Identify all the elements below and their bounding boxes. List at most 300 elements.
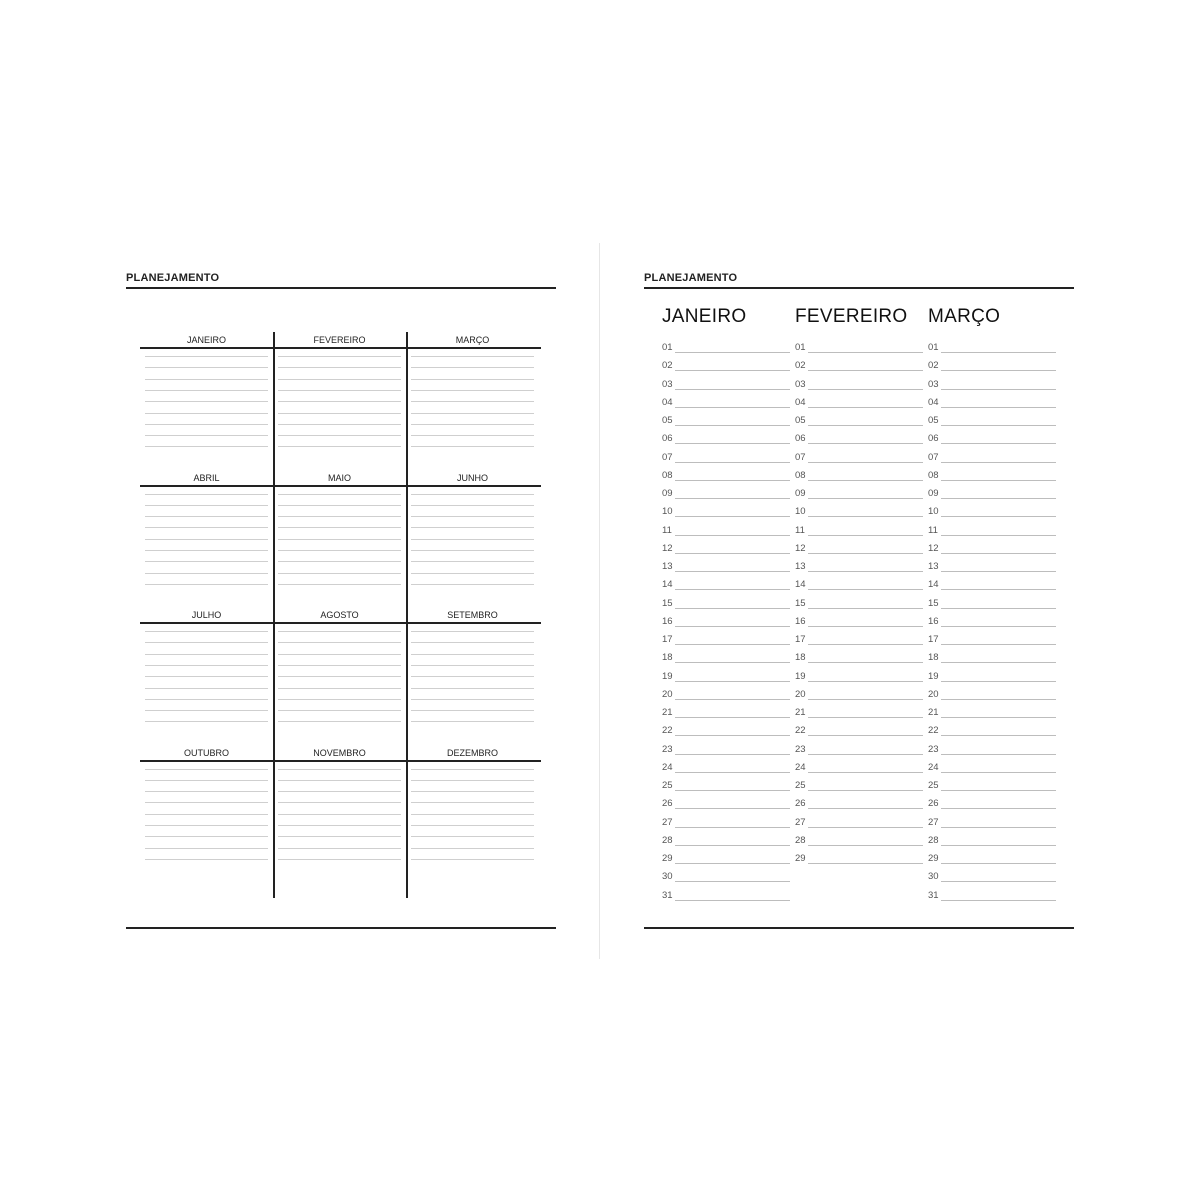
day-row xyxy=(928,598,1056,612)
day-row xyxy=(662,689,790,703)
day-number: 24 xyxy=(795,761,806,773)
month-row-separator xyxy=(140,622,541,624)
note-line xyxy=(411,550,534,551)
day-number: 28 xyxy=(928,834,939,846)
day-row xyxy=(928,707,1056,721)
note-line xyxy=(145,825,268,826)
month-column-title: FEVEREIRO xyxy=(795,306,908,327)
day-row xyxy=(662,890,790,904)
day-number: 13 xyxy=(795,561,806,572)
day-write-line xyxy=(941,389,1056,390)
day-row xyxy=(928,579,1056,593)
day-write-line xyxy=(675,553,790,554)
day-row xyxy=(795,433,923,447)
day-number: 27 xyxy=(928,816,939,828)
note-line xyxy=(411,505,534,506)
note-line xyxy=(411,390,534,391)
day-write-line xyxy=(941,717,1056,718)
day-row xyxy=(928,817,1056,831)
day-write-line xyxy=(941,644,1056,645)
note-line xyxy=(278,424,401,425)
day-number: 28 xyxy=(795,834,806,846)
day-number: 12 xyxy=(662,542,673,554)
day-write-line xyxy=(808,644,923,645)
day-number: 09 xyxy=(795,488,806,499)
note-line xyxy=(145,654,268,655)
day-number: 22 xyxy=(928,725,939,737)
note-line xyxy=(411,699,534,700)
note-line xyxy=(278,539,401,540)
day-write-line xyxy=(941,553,1056,554)
note-line xyxy=(278,688,401,689)
note-line xyxy=(278,631,401,632)
day-row xyxy=(795,506,923,520)
day-write-line xyxy=(675,681,790,682)
note-line xyxy=(145,791,268,792)
day-number: 14 xyxy=(928,579,939,591)
month-label: JANEIRO xyxy=(186,335,226,345)
day-row xyxy=(928,871,1056,885)
note-line xyxy=(145,665,268,666)
note-line xyxy=(145,848,268,849)
day-row xyxy=(795,360,923,374)
day-row xyxy=(928,835,1056,849)
day-write-line xyxy=(808,717,923,718)
note-line xyxy=(411,676,534,677)
day-row xyxy=(662,671,790,685)
day-write-line xyxy=(941,443,1056,444)
day-number: 10 xyxy=(662,506,673,518)
day-row xyxy=(928,798,1056,812)
day-row xyxy=(662,525,790,539)
note-line xyxy=(145,642,268,643)
day-row xyxy=(662,780,790,794)
day-number: 07 xyxy=(928,451,939,463)
day-write-line xyxy=(808,863,923,864)
day-row xyxy=(795,780,923,794)
day-write-line xyxy=(675,443,790,444)
day-write-line xyxy=(808,498,923,499)
day-number: 03 xyxy=(795,378,806,390)
note-line xyxy=(278,367,401,368)
day-row xyxy=(795,342,923,356)
note-line xyxy=(278,561,401,562)
day-row xyxy=(662,725,790,739)
day-write-line xyxy=(941,772,1056,773)
day-row xyxy=(795,379,923,393)
note-line xyxy=(278,721,401,722)
day-number: 04 xyxy=(795,396,806,408)
day-write-line xyxy=(941,425,1056,426)
note-line xyxy=(278,516,401,517)
right-page-header: PLANEJAMENTO xyxy=(644,272,738,284)
note-line xyxy=(411,825,534,826)
day-write-line xyxy=(675,754,790,755)
day-row xyxy=(795,689,923,703)
note-line xyxy=(145,550,268,551)
day-number: 14 xyxy=(662,579,673,591)
note-line xyxy=(411,654,534,655)
day-number: 11 xyxy=(795,524,805,536)
day-write-line xyxy=(675,717,790,718)
day-row xyxy=(662,470,790,484)
day-number: 15 xyxy=(795,597,806,609)
day-row xyxy=(795,634,923,648)
note-line xyxy=(145,721,268,722)
day-write-line xyxy=(941,608,1056,609)
day-row xyxy=(928,506,1056,520)
note-line xyxy=(278,848,401,849)
month-label: NOVEMBRO xyxy=(313,747,366,758)
day-write-line xyxy=(941,808,1056,809)
day-write-line xyxy=(808,425,923,426)
note-line xyxy=(278,550,401,551)
day-number: 21 xyxy=(662,707,673,718)
day-number: 05 xyxy=(795,415,806,426)
day-write-line xyxy=(941,900,1056,901)
note-line xyxy=(145,390,268,391)
day-write-line xyxy=(808,681,923,682)
note-line xyxy=(411,848,534,849)
note-line xyxy=(411,631,534,632)
note-line xyxy=(411,539,534,540)
note-line xyxy=(411,516,534,517)
day-number: 23 xyxy=(662,743,673,755)
note-line xyxy=(145,379,268,380)
day-write-line xyxy=(808,699,923,700)
day-number: 12 xyxy=(795,542,806,554)
day-row xyxy=(795,561,923,575)
note-line xyxy=(278,642,401,643)
day-write-line xyxy=(808,608,923,609)
day-row xyxy=(662,634,790,648)
note-line xyxy=(411,413,534,414)
day-row xyxy=(928,488,1056,502)
note-line xyxy=(411,435,534,436)
note-line xyxy=(278,676,401,677)
day-row xyxy=(928,652,1056,666)
day-number: 08 xyxy=(662,469,673,481)
day-write-line xyxy=(675,407,790,408)
day-row xyxy=(928,470,1056,484)
day-row xyxy=(662,798,790,812)
day-row xyxy=(662,397,790,411)
day-write-line xyxy=(941,498,1056,499)
note-line xyxy=(145,814,268,815)
day-number: 18 xyxy=(928,652,939,664)
day-write-line xyxy=(941,681,1056,682)
day-row xyxy=(928,744,1056,758)
day-write-line xyxy=(675,370,790,371)
day-row xyxy=(795,744,923,758)
day-write-line xyxy=(808,443,923,444)
day-write-line xyxy=(941,370,1056,371)
note-line xyxy=(411,401,534,402)
day-row xyxy=(795,488,923,502)
day-write-line xyxy=(675,425,790,426)
note-line xyxy=(278,356,401,357)
day-number: 25 xyxy=(662,780,673,791)
note-line xyxy=(411,665,534,666)
day-row xyxy=(662,360,790,374)
day-row xyxy=(795,835,923,849)
day-write-line xyxy=(675,790,790,791)
day-number: 19 xyxy=(662,670,673,682)
year-planning-grid xyxy=(140,332,541,898)
day-write-line xyxy=(941,754,1056,755)
note-line xyxy=(411,573,534,574)
day-row xyxy=(795,725,923,739)
day-number: 13 xyxy=(662,561,673,572)
note-line xyxy=(145,802,268,803)
day-row xyxy=(795,671,923,685)
note-line xyxy=(145,527,268,528)
day-row xyxy=(662,342,790,356)
note-line xyxy=(145,584,268,585)
day-number: 30 xyxy=(662,871,673,883)
day-row xyxy=(928,543,1056,557)
month-label: MARÇO xyxy=(455,335,490,345)
note-line xyxy=(411,446,534,447)
day-number: 22 xyxy=(795,725,806,737)
note-line xyxy=(278,665,401,666)
note-line xyxy=(411,780,534,781)
day-row xyxy=(662,488,790,502)
day-write-line xyxy=(808,626,923,627)
day-write-line xyxy=(675,845,790,846)
day-write-line xyxy=(941,790,1056,791)
note-line xyxy=(145,710,268,711)
day-number: 19 xyxy=(795,670,806,682)
day-number: 04 xyxy=(928,396,939,408)
note-line xyxy=(411,802,534,803)
left-page-header: PLANEJAMENTO xyxy=(126,272,220,284)
day-row xyxy=(928,342,1056,356)
note-line xyxy=(278,527,401,528)
day-number: 06 xyxy=(928,433,939,445)
note-line xyxy=(145,413,268,414)
day-row xyxy=(928,616,1056,630)
note-line xyxy=(411,356,534,357)
day-write-line xyxy=(675,662,790,663)
note-line xyxy=(278,780,401,781)
day-row xyxy=(662,579,790,593)
day-row xyxy=(928,379,1056,393)
month-label: AGOSTO xyxy=(320,610,359,620)
day-write-line xyxy=(675,827,790,828)
day-row xyxy=(662,433,790,447)
note-line xyxy=(145,780,268,781)
day-write-line xyxy=(675,808,790,809)
day-number: 29 xyxy=(662,853,673,864)
day-row xyxy=(662,762,790,776)
day-number: 26 xyxy=(662,798,673,810)
day-row xyxy=(662,543,790,557)
day-write-line xyxy=(675,772,790,773)
day-write-line xyxy=(941,571,1056,572)
day-number: 17 xyxy=(662,634,673,645)
day-number: 31 xyxy=(928,889,939,901)
day-number: 18 xyxy=(795,652,806,664)
note-line xyxy=(411,527,534,528)
day-row xyxy=(662,835,790,849)
day-number: 25 xyxy=(795,780,806,791)
note-line xyxy=(278,836,401,837)
note-line xyxy=(145,836,268,837)
day-row xyxy=(795,397,923,411)
day-write-line xyxy=(675,863,790,864)
note-line xyxy=(145,688,268,689)
note-line xyxy=(145,516,268,517)
day-number: 14 xyxy=(795,579,806,591)
note-line xyxy=(278,435,401,436)
day-row xyxy=(928,360,1056,374)
day-number: 20 xyxy=(928,688,939,700)
note-line xyxy=(145,561,268,562)
left-top-rule xyxy=(126,287,556,289)
month-row-separator xyxy=(140,760,541,762)
note-line xyxy=(411,561,534,562)
day-write-line xyxy=(675,881,790,882)
day-number: 27 xyxy=(795,816,806,828)
note-line xyxy=(145,401,268,402)
note-line xyxy=(145,494,268,495)
day-row xyxy=(662,379,790,393)
day-write-line xyxy=(808,808,923,809)
day-write-line xyxy=(808,754,923,755)
day-number: 09 xyxy=(928,488,939,499)
note-line xyxy=(278,379,401,380)
day-write-line xyxy=(941,863,1056,864)
day-number: 24 xyxy=(928,761,939,773)
day-number: 30 xyxy=(928,871,939,883)
day-number: 21 xyxy=(795,707,806,718)
note-line xyxy=(411,710,534,711)
day-number: 05 xyxy=(662,415,673,426)
day-number: 13 xyxy=(928,561,939,572)
day-write-line xyxy=(941,589,1056,590)
day-write-line xyxy=(808,352,923,353)
month-label: DEZEMBRO xyxy=(446,747,498,758)
day-write-line xyxy=(675,535,790,536)
day-write-line xyxy=(808,407,923,408)
note-line xyxy=(411,584,534,585)
month-label: JUNHO xyxy=(457,472,488,483)
day-write-line xyxy=(808,735,923,736)
note-line xyxy=(411,836,534,837)
day-write-line xyxy=(675,571,790,572)
day-write-line xyxy=(941,735,1056,736)
day-row xyxy=(928,762,1056,776)
day-number: 31 xyxy=(662,889,673,901)
day-number: 08 xyxy=(795,469,806,481)
day-row xyxy=(795,798,923,812)
month-label: MAIO xyxy=(327,472,351,483)
day-number: 19 xyxy=(928,670,939,682)
note-line xyxy=(278,654,401,655)
day-row xyxy=(662,506,790,520)
month-row-separator xyxy=(140,485,541,487)
day-write-line xyxy=(941,699,1056,700)
day-number: 20 xyxy=(795,688,806,700)
note-line xyxy=(278,401,401,402)
note-line xyxy=(278,573,401,574)
note-line xyxy=(145,573,268,574)
note-line xyxy=(278,814,401,815)
day-write-line xyxy=(808,662,923,663)
day-write-line xyxy=(675,480,790,481)
day-row xyxy=(795,452,923,466)
day-write-line xyxy=(941,480,1056,481)
day-write-line xyxy=(675,516,790,517)
note-line xyxy=(278,825,401,826)
day-row xyxy=(928,397,1056,411)
note-line xyxy=(145,446,268,447)
day-number: 05 xyxy=(928,415,939,426)
day-write-line xyxy=(941,462,1056,463)
day-row xyxy=(662,452,790,466)
day-number: 01 xyxy=(795,342,806,353)
day-number: 06 xyxy=(662,433,673,445)
month-label: OUTUBRO xyxy=(184,747,229,758)
note-line xyxy=(411,791,534,792)
day-number: 17 xyxy=(795,634,806,645)
day-write-line xyxy=(941,662,1056,663)
day-number: 02 xyxy=(928,360,939,372)
day-number: 23 xyxy=(795,743,806,755)
note-line xyxy=(278,505,401,506)
day-row xyxy=(928,853,1056,867)
day-number: 03 xyxy=(662,378,673,390)
day-write-line xyxy=(808,772,923,773)
note-line xyxy=(145,367,268,368)
left-bottom-rule xyxy=(126,927,556,929)
day-number: 16 xyxy=(795,615,806,627)
note-line xyxy=(278,859,401,860)
day-write-line xyxy=(808,535,923,536)
day-write-line xyxy=(675,735,790,736)
month-label: JULHO xyxy=(191,610,222,620)
day-row xyxy=(662,652,790,666)
day-write-line xyxy=(941,881,1056,882)
day-number: 10 xyxy=(795,506,806,518)
day-number: 21 xyxy=(928,707,939,718)
day-number: 18 xyxy=(662,652,673,664)
note-line xyxy=(145,356,268,357)
day-write-line xyxy=(808,480,923,481)
note-line xyxy=(278,494,401,495)
day-row xyxy=(795,707,923,721)
day-row xyxy=(928,689,1056,703)
day-number: 02 xyxy=(662,360,673,372)
note-line xyxy=(278,390,401,391)
day-write-line xyxy=(808,553,923,554)
day-row xyxy=(662,744,790,758)
day-write-line xyxy=(808,589,923,590)
day-number: 29 xyxy=(928,853,939,864)
note-line xyxy=(145,769,268,770)
day-number: 12 xyxy=(928,542,939,554)
note-line xyxy=(411,688,534,689)
note-line xyxy=(145,699,268,700)
day-write-line xyxy=(941,535,1056,536)
day-row xyxy=(928,561,1056,575)
day-number: 20 xyxy=(662,688,673,700)
day-write-line xyxy=(941,827,1056,828)
day-row xyxy=(662,598,790,612)
day-write-line xyxy=(941,407,1056,408)
day-number: 16 xyxy=(928,615,939,627)
